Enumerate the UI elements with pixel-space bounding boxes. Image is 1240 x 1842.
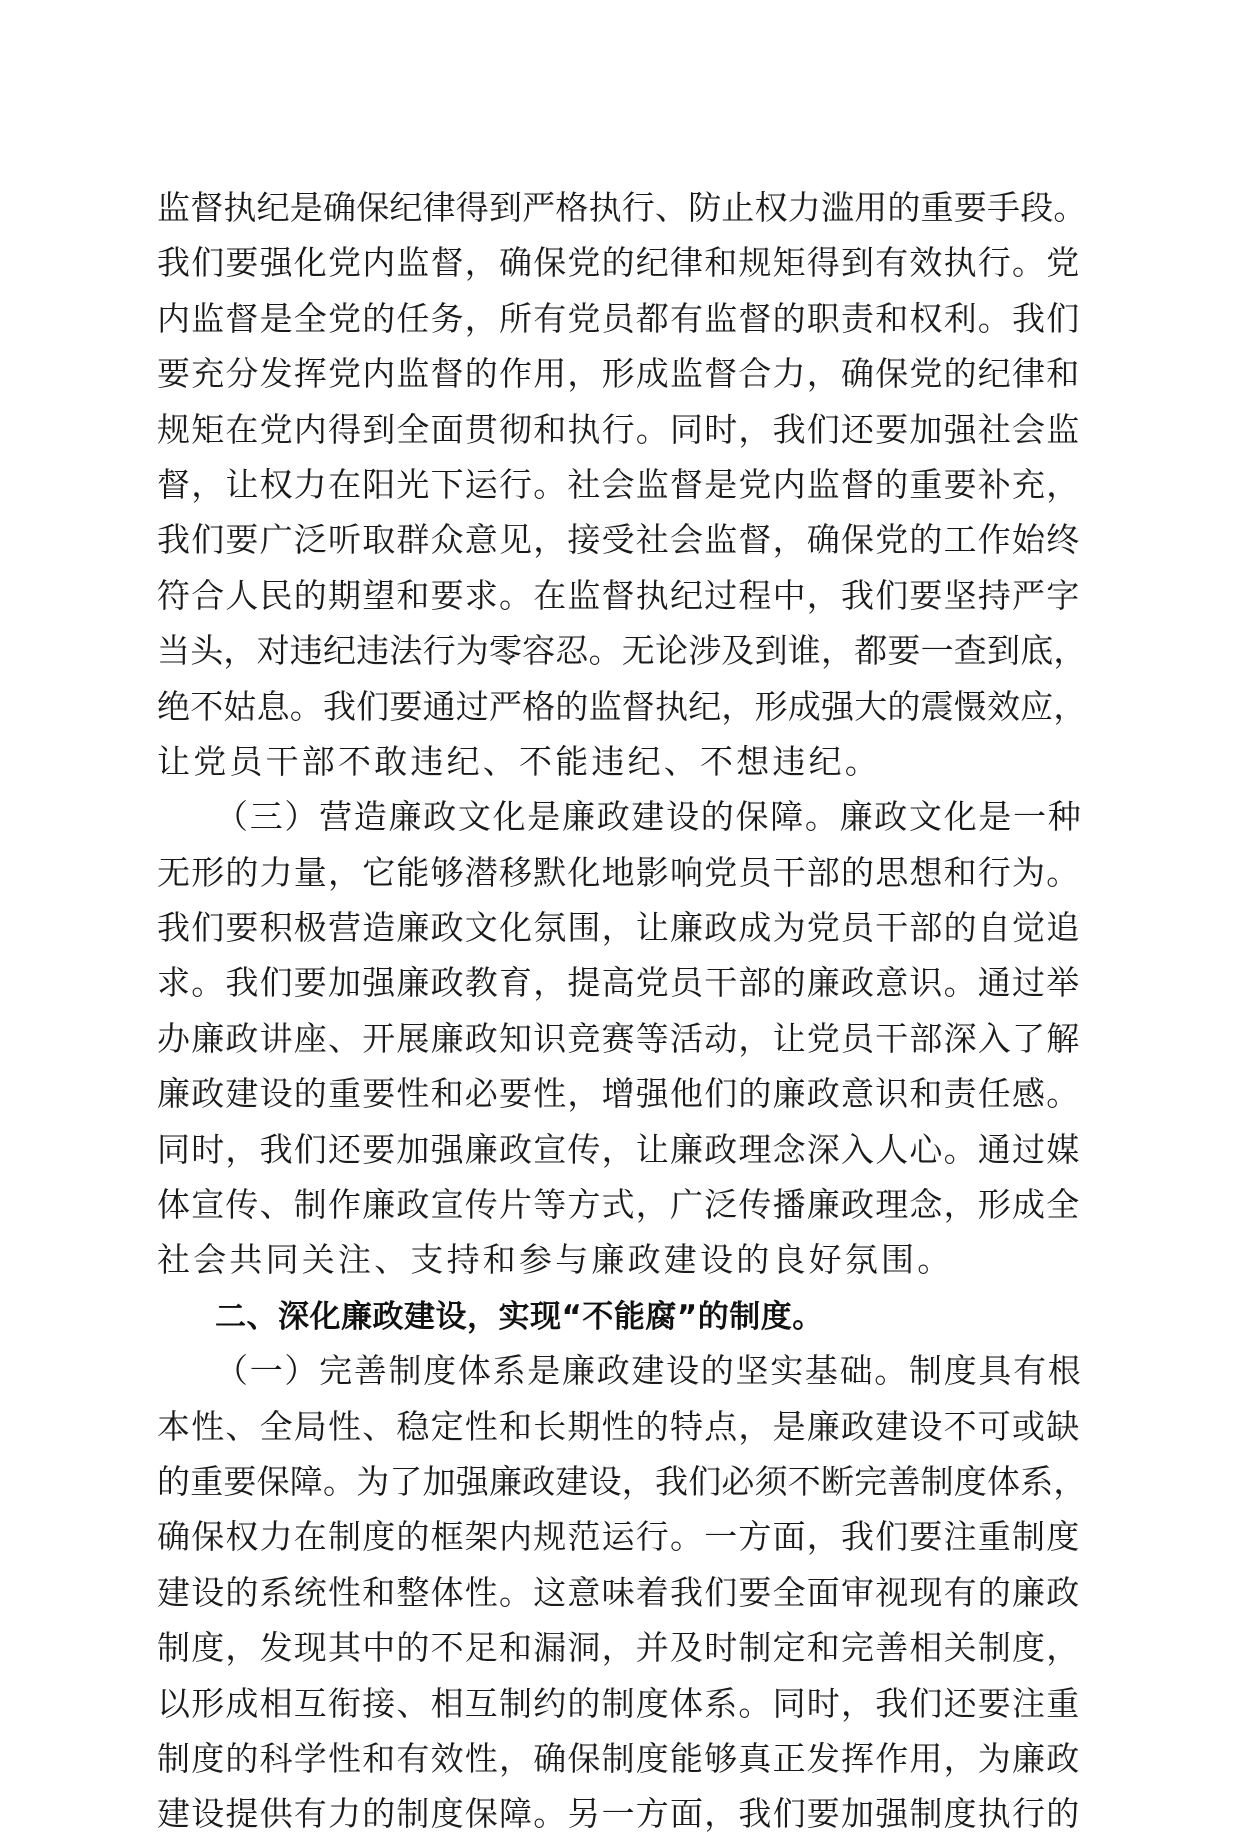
line-text: 让党员干部不敢违纪、不能违纪、不想违纪。 <box>157 741 881 781</box>
line-text: 绝不姑息。我们要通过严格的监督执纪，形成强大的震慑效应， <box>157 686 1087 726</box>
paragraph-line <box>157 1454 1087 1509</box>
line-text: 体宣传、制作廉政宣传片等方式，广泛传播廉政理念，形成全 <box>157 1185 1081 1225</box>
line-text: 制度的科学性和有效性，确保制度能够真正发挥作用，为廉政 <box>157 1738 1081 1778</box>
line-text: 督，让权力在阳光下运行。社会监督是党内监督的重要补充， <box>157 464 1081 504</box>
paragraph-line <box>157 1620 1087 1675</box>
line-text: 本性、全局性、稳定性和长期性的特点，是廉政建设不可或缺 <box>157 1406 1081 1446</box>
line-text: 要充分发挥党内监督的作用，形成监督合力，确保党的纪律和 <box>157 354 1081 394</box>
paragraph-line <box>157 1011 1087 1066</box>
paragraph-line <box>157 402 1087 457</box>
line-text: 建设提供有力的制度保障。另一方面，我们要加强制度执行的 <box>157 1794 1081 1834</box>
paragraph-line <box>157 1786 1087 1841</box>
line-text: （一）完善制度体系是廉政建设的坚实基础。制度具有根 <box>215 1351 1083 1391</box>
paragraph-line <box>157 789 1087 844</box>
line-text: 监督执纪是确保纪律得到严格执行、防止权力滥用的重要手段。 <box>157 188 1087 227</box>
paragraph-line <box>157 955 1087 1010</box>
paragraph-line <box>157 346 1087 401</box>
paragraph-line <box>157 1509 1087 1564</box>
line-text: 我们要积极营造廉政文化氛围，让廉政成为党员干部的自觉追 <box>157 908 1081 948</box>
line-text: 无形的力量，它能够潜移默化地影响党员干部的思想和行为。 <box>157 852 1081 892</box>
paragraph-line <box>157 180 1087 235</box>
line-text: 规矩在党内得到全面贯彻和执行。同时，我们还要加强社会监 <box>157 409 1081 449</box>
line-text: 同时，我们还要加强廉政宣传，让廉政理念深入人心。通过媒 <box>157 1129 1081 1169</box>
line-text: 确保权力在制度的框架内规范运行。一方面，我们要注重制度 <box>157 1517 1081 1557</box>
paragraph-line <box>157 291 1087 346</box>
paragraph-line <box>157 235 1087 290</box>
line-text: 廉政建设的重要性和必要性，增强他们的廉政意识和责任感。 <box>157 1074 1081 1114</box>
document-body <box>157 180 1087 1842</box>
line-text: 建设的系统性和整体性。这意味着我们要全面审视现有的廉政 <box>157 1572 1081 1612</box>
paragraph-line <box>157 1066 1087 1121</box>
paragraph-line <box>157 845 1087 900</box>
paragraph-line <box>157 1565 1087 1620</box>
line-text: 我们要广泛听取群众意见，接受社会监督，确保党的工作始终 <box>157 520 1081 560</box>
line-text: 内监督是全党的任务，所有党员都有监督的职责和权利。我们 <box>157 298 1081 338</box>
line-text: 符合人民的期望和要求。在监督执纪过程中，我们要坚持严字 <box>157 575 1081 615</box>
section-heading <box>157 1288 1087 1343</box>
paragraph-line <box>157 568 1087 623</box>
paragraph-line <box>157 1399 1087 1454</box>
line-text: 当头，对违纪违法行为零容忍。无论涉及到谁，都要一查到底， <box>157 631 1087 671</box>
paragraph-line <box>157 1731 1087 1786</box>
paragraph-line <box>157 734 1087 789</box>
line-text: （三）营造廉政文化是廉政建设的保障。廉政文化是一种 <box>215 797 1083 837</box>
line-text: 社会共同关注、支持和参与廉政建设的良好氛围。 <box>157 1240 954 1280</box>
paragraph-line <box>157 1177 1087 1232</box>
line-text: 求。我们要加强廉政教育，提高党员干部的廉政意识。通过举 <box>157 963 1081 1003</box>
line-text: 制度，发现其中的不足和漏洞，并及时制定和完善相关制度， <box>157 1628 1081 1668</box>
line-text: 的重要保障。为了加强廉政建设，我们必须不断完善制度体系， <box>157 1461 1087 1501</box>
paragraph-line <box>157 623 1087 678</box>
paragraph-line <box>157 512 1087 567</box>
line-text: 二、深化廉政建设，实现“不能腐”的制度。 <box>215 1298 824 1335</box>
paragraph-line <box>157 1122 1087 1177</box>
paragraph-line <box>157 900 1087 955</box>
paragraph-line <box>157 1343 1087 1398</box>
line-text: 办廉政讲座、开展廉政知识竞赛等活动，让党员干部深入了解 <box>157 1018 1081 1058</box>
paragraph-line <box>157 1232 1087 1287</box>
line-text: 以形成相互衔接、相互制约的制度体系。同时，我们还要注重 <box>157 1683 1081 1723</box>
paragraph-line <box>157 457 1087 512</box>
paragraph-line <box>157 1676 1087 1731</box>
line-text: 我们要强化党内监督，确保党的纪律和规矩得到有效执行。党 <box>157 243 1081 283</box>
paragraph-line <box>157 679 1087 734</box>
